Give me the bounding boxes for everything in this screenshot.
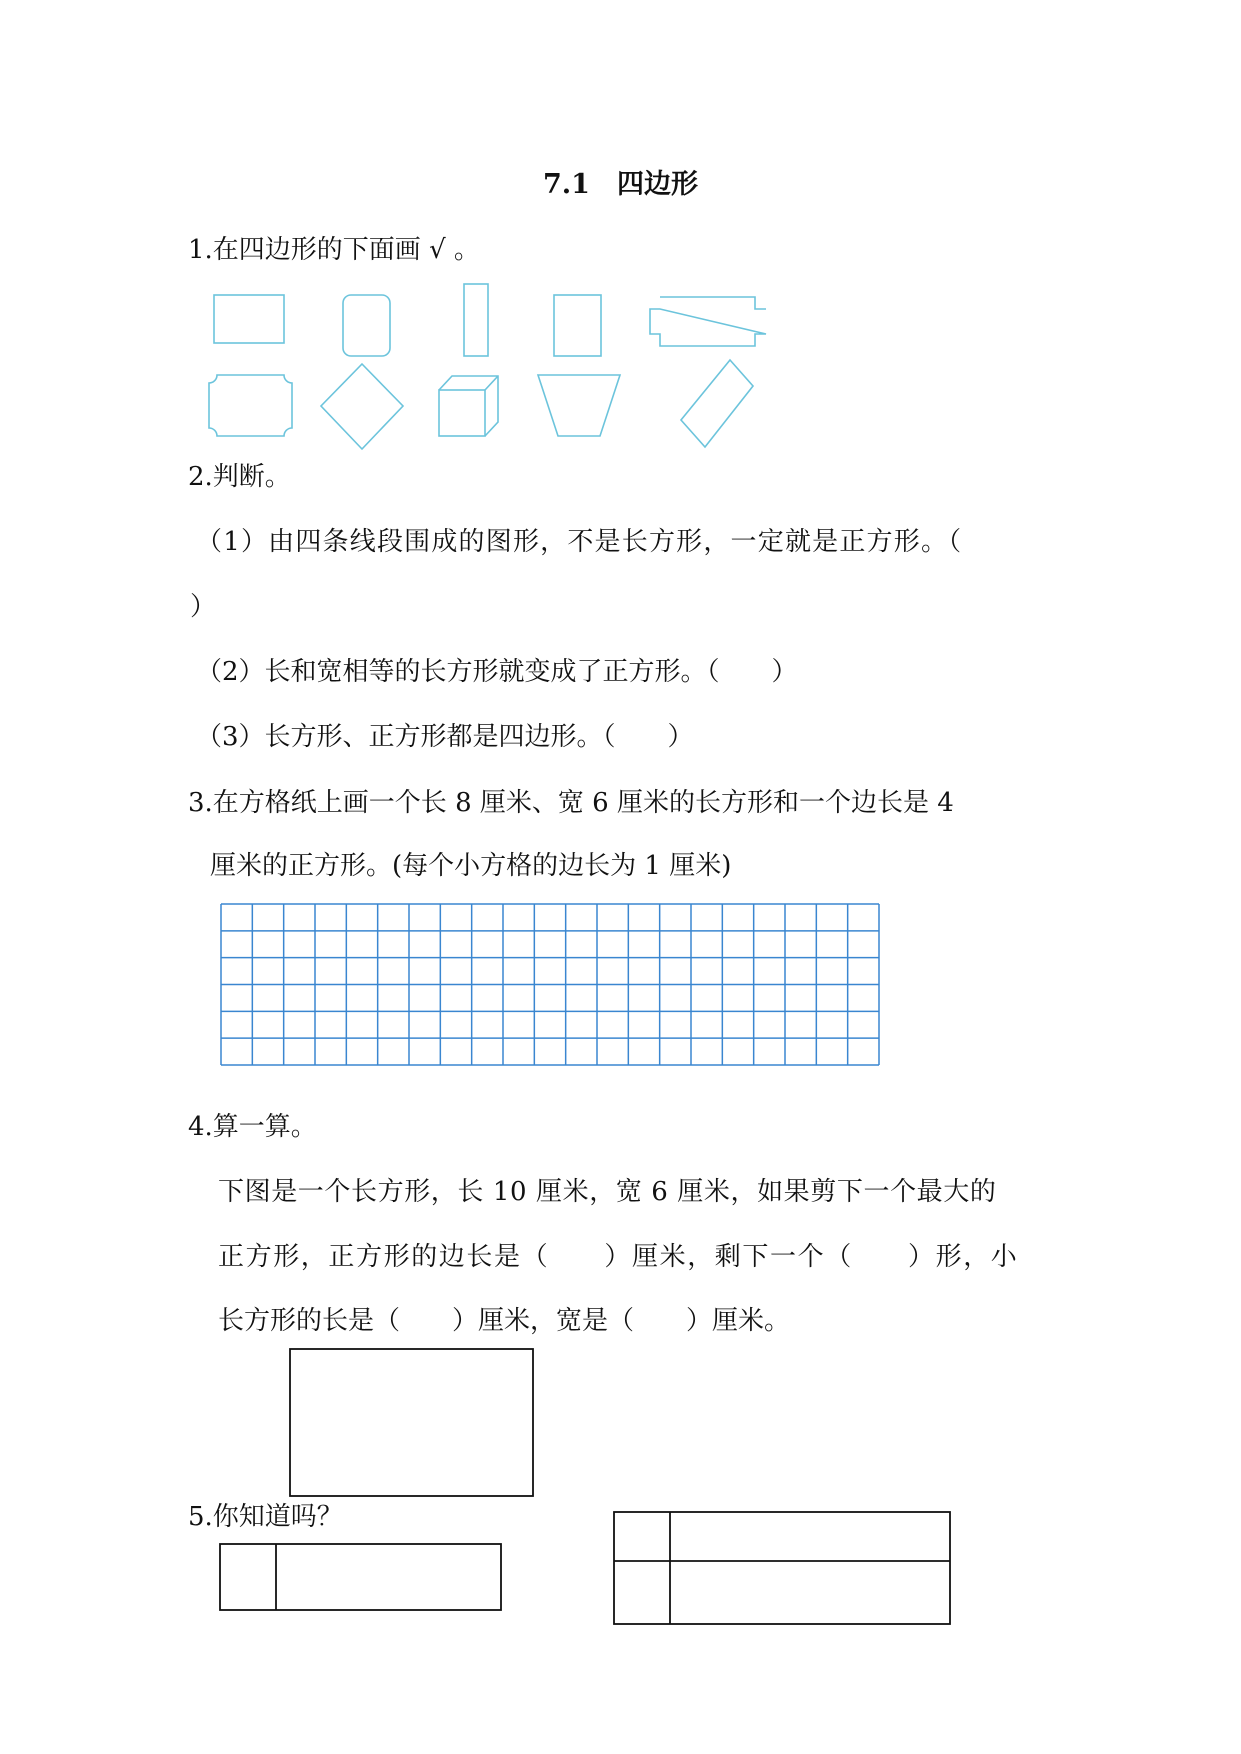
page-title: 7.1 四边形 <box>543 169 698 200</box>
question-4-label: 4.算一算。 <box>188 1112 317 1142</box>
left-info-table <box>220 1544 501 1610</box>
question-1-label: 1.在四边形的下面画 √ 。 <box>188 235 480 265</box>
judge-item-1: （1）由四条线段围成的图形，不是长方形，一定就是正方形。（ <box>196 527 963 557</box>
question-3-label-cont: 厘米的正方形。(每个小方格的边长为 1 厘米) <box>210 851 732 881</box>
question-4-line-3: 长方形的长是（ ）厘米，宽是（ ）厘米。 <box>218 1306 791 1336</box>
rectangle-10x6 <box>290 1349 533 1496</box>
judge-item-3: （3）长方形、正方形都是四边形。（ ） <box>196 722 694 752</box>
question-5-label: 5.你知道吗？ <box>188 1502 343 1532</box>
question-4-line-1: 下图是一个长方形，长 10 厘米，宽 6 厘米，如果剪下一个最大的 <box>218 1177 997 1207</box>
question-4-line-2: 正方形，正方形的边长是（ ）厘米，剩下一个（ ）形，小 <box>218 1242 1019 1272</box>
question-3-label: 3.在方格纸上画一个长 8 厘米、宽 6 厘米的长方形和一个边长是 4 <box>188 788 954 818</box>
judge-item-1-close: ） <box>190 592 217 622</box>
question-2-label: 2.判断。 <box>188 462 291 492</box>
judge-item-2: （2）长和宽相等的长方形就变成了正方形。（ ） <box>196 657 798 687</box>
right-info-table <box>614 1512 950 1624</box>
